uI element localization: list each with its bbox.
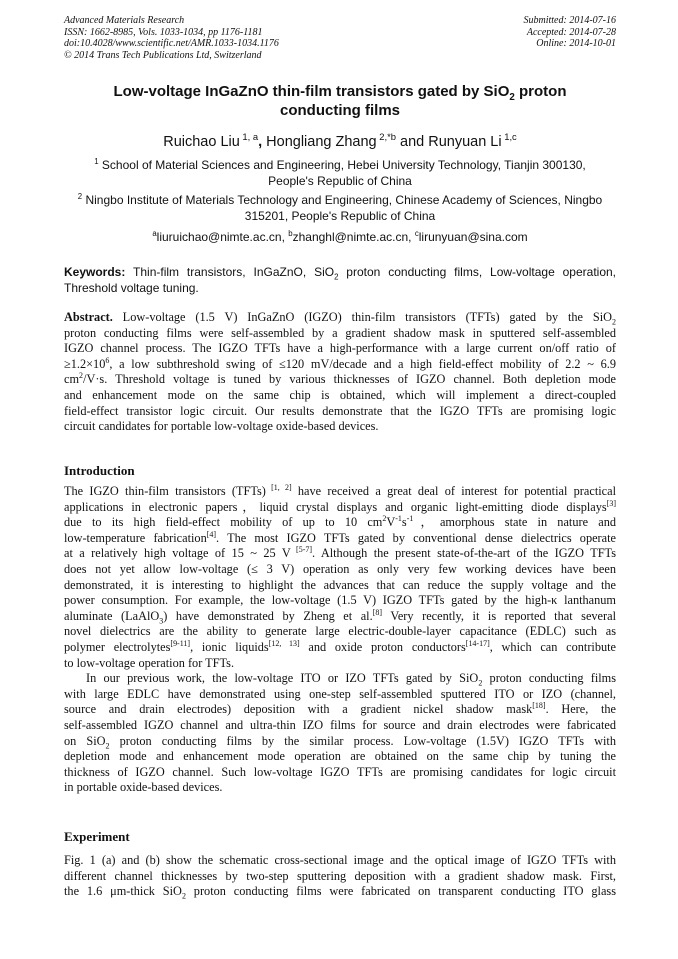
abstract: Abstract. Low-voltage (1.5 V) InGaZnO (IGZO) thin-film transistors (TFTs) gated by the SiO$_2$ proton conducting films were self-assembled by a gradient shadow mask in sputtered self-assembled IGZO channel process. The IGZO TFTs have a high-performance with a large current on/off ratio of $\ge 1.2\times 10^6$, a low subthreshold swing of ≤120 mV/decade and a high field-effect mobility of 2.2 ~ 6.9 $cm^2/V\cdot s$. Threshold voltage is tuned by various thicknesses of IGZO channel. Both depletion mode and enhancement mode on the same chip is obtained, which will implement a direct-coupled field-effect transistor logic circuit. Our results demonstrate that the IGZO TFTs are promising logic circuit candidates for portable low-voltage oxide-based devices.: [64, 310, 616, 434]
issn-line: ISSN: 1662-8985, Vols. 1033-1034, pp 1176-1181: [64, 26, 263, 38]
journal-name: Advanced Materials Research: [64, 15, 185, 26]
experiment-body: Fig. 1 (a) and (b) show the schematic cross-sectional image and the optical image of IGZO TFTs with different channel thicknesses by two-step sputtering deposition with a gradient shadow mask. First, the 1.6 μm-thick SiO$_2$ proton conducting films were fabricated on transparent conducting ITO glass: [64, 853, 616, 900]
doi-line: doi:10.4028/www.scientific.net/AMR.1033-1034.1176: [64, 38, 279, 49]
submitted-date: Submitted: 2014-07-16: [523, 15, 616, 26]
affiliation-2: $^2$ Ningbo Institute of Materials Technology and Engineering, Chinese Academy of Sciences, Ningbo 315201, People's Republic of China: [77, 192, 603, 223]
accepted-date: Accepted: 2014-07-28: [526, 26, 616, 38]
online-date: Online: 2014-10-01: [536, 38, 616, 49]
dates-header: [524, 15, 617, 50]
section-heading-experiment: Experiment: [64, 829, 130, 844]
introduction-body: The IGZO thin-film transistors (TFTs) [1, 2] have received a great deal of interest for potential practical applications in electronic papers，liquid crystal displays and organic light-emitting diode displays[3] due to its high field-effect mobility of up to 10 $cm^2V^{-1}s^{-1}$，amorphous state in nature and low-temperature fabrication[4]. The most IGZO TFTs gated by conventional dense dielectrics operate at a relatively high voltage of 15 ~ 25 V [5-7]. Although the present state-of-the-art of the IGZO TFTs does not yet allow low-voltage (≤ 3 V) operation as only very few working devices have been demonstrated, it is interesting to highlight the advances that can reduce the supply voltage and the power consumption. For example, the low-voltage (1.5 V) IGZO TFTs gated by the high-κ lanthanum aluminate (LaAlO$_3$) have demonstrated by Zheng et al.[8] Very recently, it is reported that several novel dielectrics are the ability to generate large electric-double-layer capacitance (EDLC) such as polymer electrolytes[9-11], ionic liquids[12, 13] and oxide proton conductors[14-17], which can contribute to low-voltage operation for TFTs. In our previous work, the low-voltage ITO or IZO TFTs gated by SiO$_2$ proton conducting films with large EDLC have demonstrated using one-step self-assembled sputtered ITO or IZO (channel, source and drain electrodes) deposition with a gradient nickel shadow mask[18]. Here, the self-assembled IGZO channel and ultra-thin IZO films for source and drain electrodes were fabricated on SiO$_2$ proton conducting films by the similar process. Low-voltage (1.5V) IGZO TFTs with depletion mode and enhancement mode operation are obtained on the same chip by tuning the thickness of IGZO channel. Such low-voltage IGZO TFTs are promising candidates for logic circuit in portable oxide-based devices.: [64, 484, 616, 795]
section-heading-introduction: Introduction: [64, 463, 135, 478]
author-name: Hongliang Zhang: [266, 134, 377, 150]
affiliation-1: $^1$ School of Material Sciences and Engineering, Hebei University Technology, Tianjin 300130, People's Republic of China: [94, 157, 586, 188]
journal-header: [64, 15, 279, 61]
keywords: Keywords: Thin-film transistors, InGaZnO, SiO$_2$ proton conducting films, Low-voltage operation, Threshold voltage tuning.: [64, 265, 617, 295]
author-list: Ruichao Liu $^{1, a}$, Hongliang Zhang $^{2,*b}$ and Runyuan Li $^{1,c}$: [163, 131, 517, 150]
author-name: Ruichao Liu: [163, 134, 240, 150]
abstract-label: Abstract.: [64, 310, 113, 324]
author-emails: $^a$liuruichao@nimte.ac.cn, $^b$zhanghl@nimte.ac.cn, $^c$lirunyuan@sina.com: [152, 229, 528, 244]
copyright-line: © 2014 Trans Tech Publications Ltd, Switzerland: [64, 49, 262, 61]
paper-title: Low-voltage InGaZnO thin-film transistors gated by SiO$_2$ proton conducting films: [113, 83, 567, 119]
keywords-label: Keywords:: [64, 265, 126, 279]
author-name: Runyuan Li: [428, 134, 502, 150]
